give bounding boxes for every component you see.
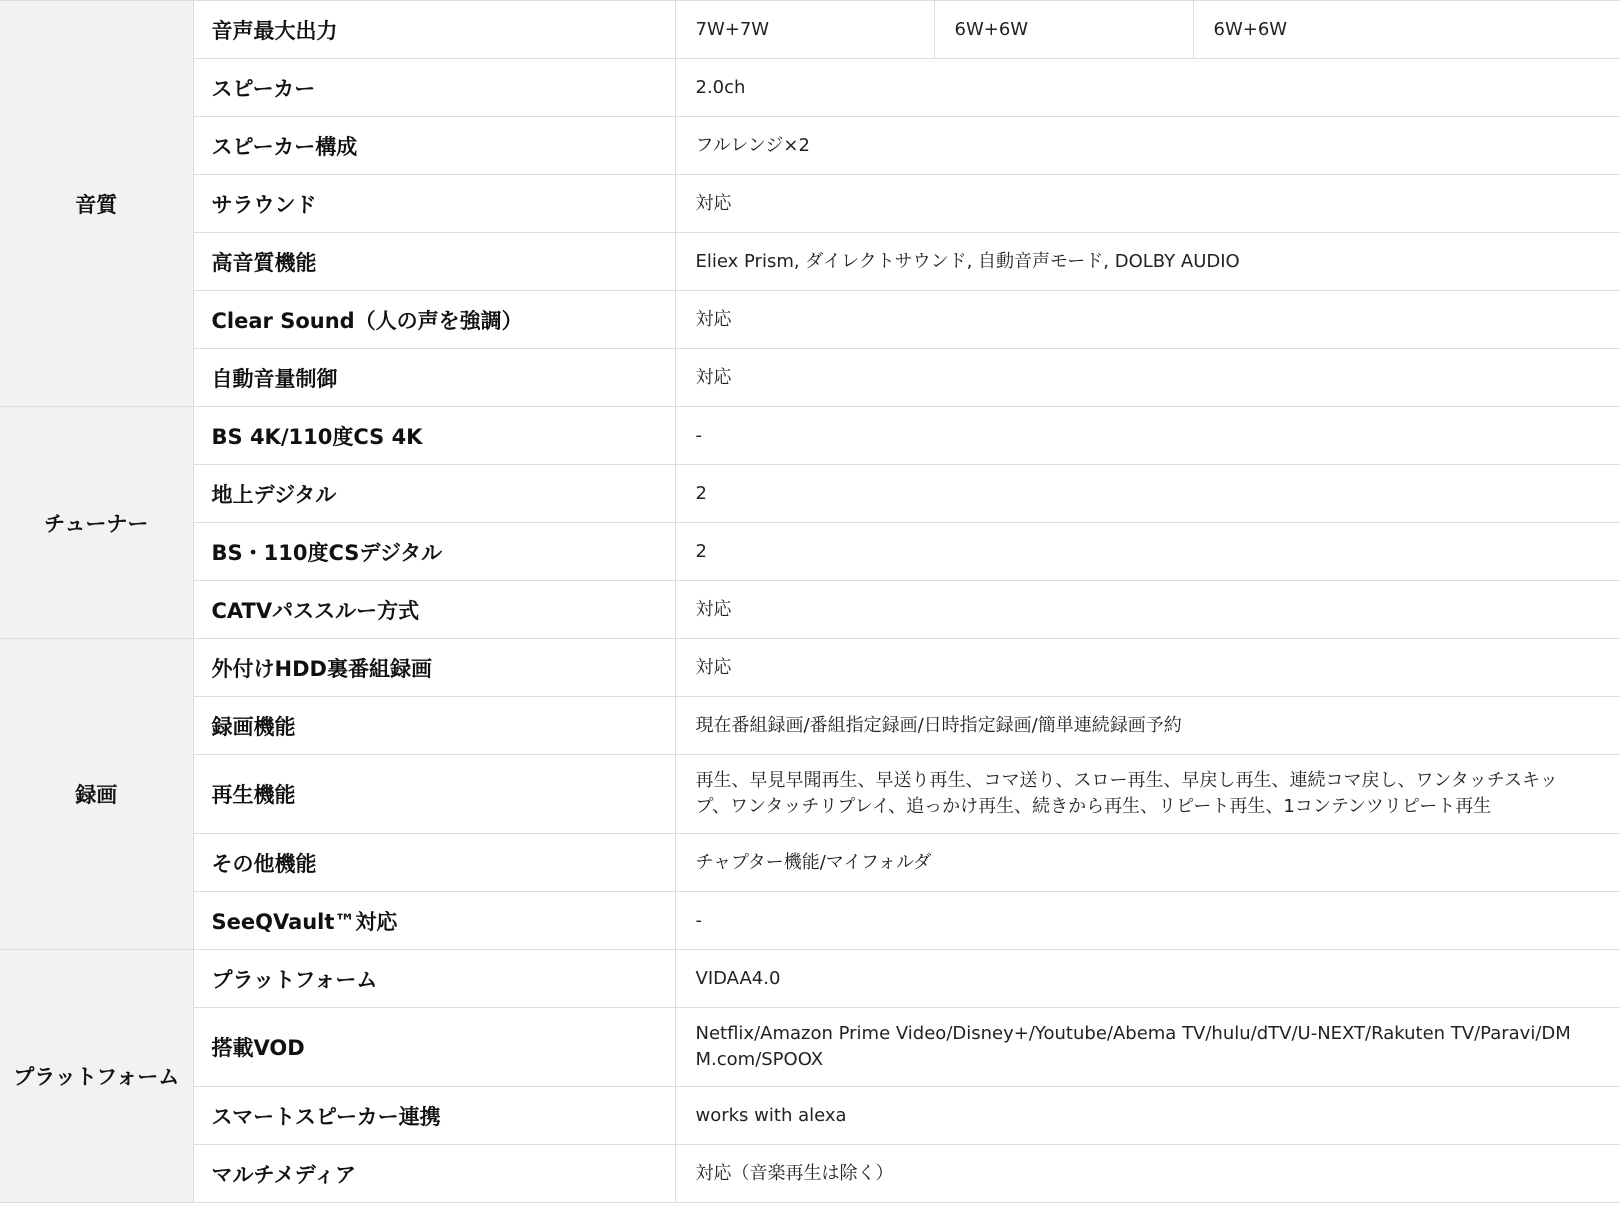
spec-row: [0, 291, 1620, 349]
category-sound: 音質: [0, 1, 193, 407]
row-value: 対応: [675, 291, 1620, 349]
row-label: 高音質機能: [193, 233, 675, 291]
spec-row: [0, 892, 1620, 950]
spec-row: [0, 1145, 1620, 1203]
row-value: Netflix/Amazon Prime Video/Disney+/Youtube/Abema TV/hulu/dTV/U-NEXT/Rakuten TV/Paravi/DMM.com/SPOOX: [675, 1008, 1620, 1087]
row-value: -: [675, 892, 1620, 950]
row-label: CATVパススルー方式: [193, 581, 675, 639]
row-label: BS 4K/110度CS 4K: [193, 407, 675, 465]
row-label: BS・110度CSデジタル: [193, 523, 675, 581]
spec-row: [0, 465, 1620, 523]
spec-row: [0, 117, 1620, 175]
spec-row: [0, 59, 1620, 117]
row-value: 対応: [675, 349, 1620, 407]
row-value: 2: [675, 465, 1620, 523]
row-label: スピーカー構成: [193, 117, 675, 175]
row-label: マルチメディア: [193, 1145, 675, 1203]
row-label: サラウンド: [193, 175, 675, 233]
row-value: チャプター機能/マイフォルダ: [675, 834, 1620, 892]
row-value: 対応: [675, 639, 1620, 697]
spec-row: [0, 1008, 1620, 1087]
spec-row: [0, 407, 1620, 465]
row-value: 2: [675, 523, 1620, 581]
row-value-model-2: 6W+6W: [934, 1, 1193, 59]
spec-row: [0, 523, 1620, 581]
row-label: プラットフォーム: [193, 950, 675, 1008]
row-value-model-3: 6W+6W: [1193, 1, 1620, 59]
spec-row: [0, 834, 1620, 892]
row-label: その他機能: [193, 834, 675, 892]
row-label: Clear Sound（人の声を強調）: [193, 291, 675, 349]
spec-row: [0, 1087, 1620, 1145]
spec-row: [0, 349, 1620, 407]
row-value: 再生、早見早聞再生、早送り再生、コマ送り、スロー再生、早戻し再生、連続コマ戻し、ワンタッチスキップ、ワンタッチリプレイ、追っかけ再生、続きから再生、リピート再生、1コンテンツリピート再生: [675, 755, 1620, 834]
spec-row: [0, 950, 1620, 1008]
row-value-model-1: 7W+7W: [675, 1, 934, 59]
spec-row: [0, 175, 1620, 233]
category-tuner: チューナー: [0, 407, 193, 639]
spec-row: [0, 697, 1620, 755]
row-value: -: [675, 407, 1620, 465]
row-value: フルレンジ×2: [675, 117, 1620, 175]
row-label: 再生機能: [193, 755, 675, 834]
category-platform: プラットフォーム: [0, 950, 193, 1203]
row-value: 現在番組録画/番組指定録画/日時指定録画/簡単連続録画予約: [675, 697, 1620, 755]
row-label: 自動音量制御: [193, 349, 675, 407]
row-label: 外付けHDD裏番組録画: [193, 639, 675, 697]
row-value: 対応: [675, 581, 1620, 639]
category-recording: 録画: [0, 639, 193, 950]
row-label: 音声最大出力: [193, 1, 675, 59]
row-label: スピーカー: [193, 59, 675, 117]
row-label: 搭載VOD: [193, 1008, 675, 1087]
spec-row: [0, 639, 1620, 697]
row-value: 対応: [675, 175, 1620, 233]
row-value: VIDAA4.0: [675, 950, 1620, 1008]
row-label: スマートスピーカー連携: [193, 1087, 675, 1145]
row-label: 録画機能: [193, 697, 675, 755]
row-label: SeeQVault™対応: [193, 892, 675, 950]
row-value: 2.0ch: [675, 59, 1620, 117]
spec-row: [0, 755, 1620, 834]
spec-row: [0, 1, 1620, 59]
spec-row: [0, 233, 1620, 291]
row-value: 対応（音楽再生は除く）: [675, 1145, 1620, 1203]
row-value: Eliex Prism, ダイレクトサウンド, 自動音声モード, DOLBY AUDIO: [675, 233, 1620, 291]
row-value: works with alexa: [675, 1087, 1620, 1145]
row-label: 地上デジタル: [193, 465, 675, 523]
spec-row: [0, 581, 1620, 639]
